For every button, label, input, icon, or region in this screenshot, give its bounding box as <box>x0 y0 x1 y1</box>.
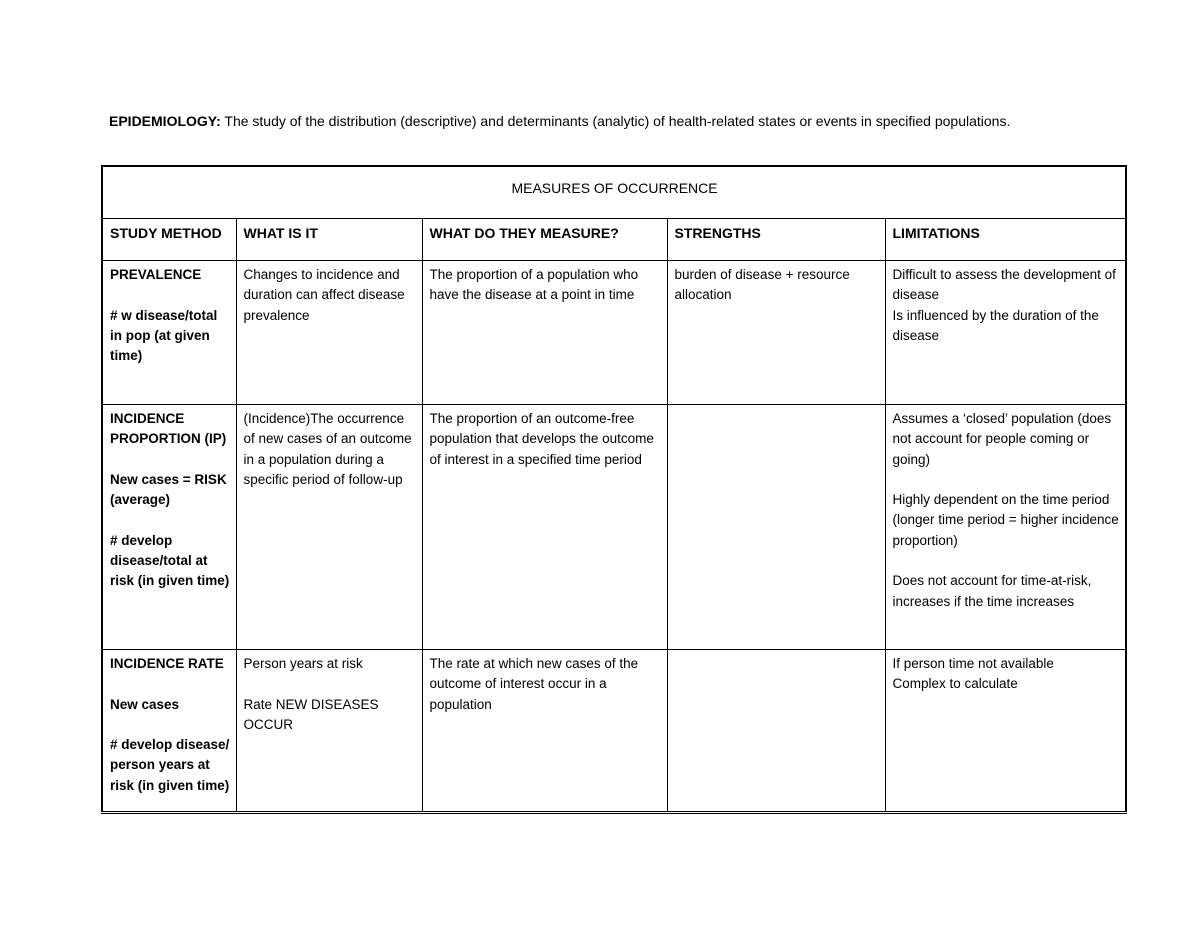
what-is-it-cell <box>236 405 422 650</box>
method-cell <box>102 405 236 650</box>
method-cell <box>102 650 236 813</box>
limitation-text: Complex to calculate <box>892 676 1018 692</box>
spacer <box>893 470 1120 490</box>
spacer <box>110 510 230 530</box>
limitation-text: Difficult to assess the development of disease <box>892 267 1116 303</box>
spacer <box>110 285 230 305</box>
header-limitations: LIMITATIONS <box>885 219 1126 261</box>
measure-text: The proportion of an outcome-free population that develops the outcome of interest in a specified time period <box>429 411 654 467</box>
header-strengths: STRENGTHS <box>667 219 885 261</box>
table-header-row <box>102 219 1126 261</box>
limitation-text: Is influenced by the duration of the disease <box>892 307 1099 343</box>
limitations-cell <box>885 650 1126 813</box>
table-title-row <box>102 166 1126 219</box>
what-is-it-text: Person years at risk <box>243 656 363 671</box>
method-cell <box>102 261 236 405</box>
spacer <box>893 551 1120 571</box>
table-row-incidence-proportion <box>102 405 1126 650</box>
strengths-cell <box>667 405 885 650</box>
header-what-measure: WHAT DO THEY MEASURE? <box>422 219 667 261</box>
table-title: MEASURES OF OCCURRENCE <box>102 166 1126 219</box>
spacer <box>110 674 230 694</box>
header-study-method: STUDY METHOD <box>102 219 236 261</box>
measure-cell <box>422 650 667 813</box>
what-is-it-cell <box>236 261 422 405</box>
strengths-cell <box>667 261 885 405</box>
what-is-it-cell <box>236 650 422 813</box>
limitation-text: Assumes a ‘closed’ population (does not account for people coming or going) <box>892 411 1112 467</box>
table-row-prevalence <box>102 261 1126 405</box>
spacer <box>110 450 230 470</box>
measures-table <box>101 165 1127 814</box>
what-is-it-text: (Incidence)The occurrence of new cases of an outcome in a population during a specific period of follow-up <box>243 411 412 487</box>
strengths-text: burden of disease + resource allocation <box>674 267 850 303</box>
what-is-it-text: Changes to incidence and duration can affect disease prevalence <box>243 267 405 323</box>
what-is-it-text: Rate NEW DISEASES OCCUR <box>243 696 379 732</box>
spacer <box>244 674 416 694</box>
method-formula: # w disease/total in pop (at given time) <box>110 307 218 364</box>
method-formula: # develop disease/total at risk (in given time) <box>110 532 230 589</box>
measure-cell <box>422 405 667 650</box>
strengths-cell <box>667 650 885 813</box>
intro-term: EPIDEMIOLOGY: <box>109 113 221 129</box>
intro-definition: The study of the distribution (descriptive) and determinants (analytic) of health-related states or events in specified populations. <box>220 113 1011 129</box>
measure-text: The rate at which new cases of the outcome of interest occur in a population <box>429 656 639 712</box>
limitations-cell <box>885 405 1126 650</box>
method-formula: # develop disease/ person years at risk (in given time) <box>110 737 230 793</box>
measure-text: The proportion of a population who have the disease at a point in time <box>429 267 639 303</box>
limitation-text: Highly dependent on the time period (longer time period = higher incidence proportion) <box>892 492 1119 548</box>
limitation-text: Does not account for time-at-risk, increases if the time increases <box>892 573 1092 609</box>
table-row-incidence-rate <box>102 650 1126 813</box>
header-what-is-it: WHAT IS IT <box>236 219 422 261</box>
method-name: INCIDENCE RATE <box>110 656 224 671</box>
method-note: New cases = RISK (average) <box>110 471 227 508</box>
measure-cell <box>422 261 667 405</box>
limitations-cell <box>885 261 1126 405</box>
spacer <box>110 715 230 735</box>
intro-paragraph <box>109 111 1069 132</box>
method-name: INCIDENCE PROPORTION (IP) <box>110 411 227 447</box>
limitation-text: If person time not available <box>892 656 1054 671</box>
method-note: New cases <box>110 696 180 712</box>
method-name: PREVALENCE <box>110 267 202 282</box>
